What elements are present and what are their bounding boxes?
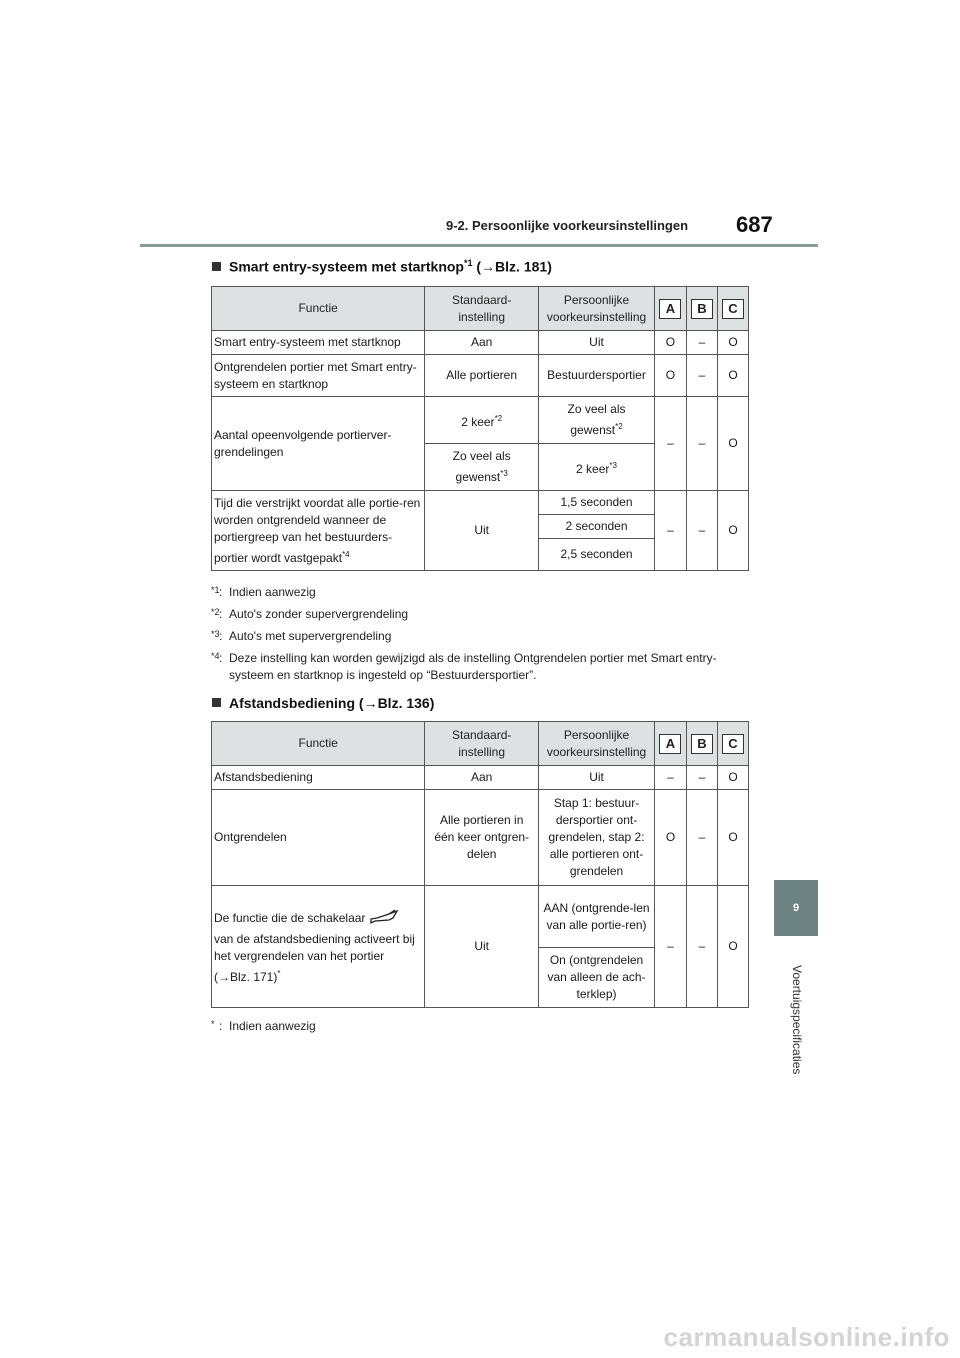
footnote-mark: *1	[211, 585, 220, 595]
letter-b-box: B	[691, 734, 713, 754]
letter-c-box: C	[722, 299, 744, 319]
heading-text: Afstandsbediening	[229, 695, 356, 711]
cell-c: O	[717, 355, 748, 397]
cell-a: –	[654, 491, 686, 571]
cell-a: O	[654, 355, 686, 397]
footnote: *1 : Indien aanwezig	[211, 584, 731, 601]
footnotes-section1	[211, 584, 731, 689]
footnote-mark: *	[277, 968, 281, 978]
cell-default: Alle portieren in één keer ontgren-delen	[425, 790, 539, 886]
cell-personal: Stap 1: bestuur-dersportier ont-grendelen, stap 2: alle portieren ont-grendelen	[539, 790, 655, 886]
column-header-b	[686, 722, 717, 766]
letter-b-box: B	[691, 299, 713, 319]
cell-default: Aan	[425, 766, 539, 790]
cell-b: –	[686, 766, 717, 790]
cell-personal: Uit	[539, 331, 655, 355]
column-header-default: Standaard- instelling	[425, 722, 539, 766]
letter-a-box: A	[659, 299, 681, 319]
header-divider	[140, 244, 818, 247]
table-row	[212, 886, 749, 948]
cell-function-text: De functie die de schakelaar	[214, 910, 366, 925]
cell-default: Uit	[425, 886, 539, 1008]
bullet-square-icon	[212, 262, 221, 271]
column-header-default: Standaard- instelling	[425, 287, 539, 331]
cell-personal: 2,5 seconden	[539, 539, 655, 571]
cell-c: O	[717, 331, 748, 355]
footnote-text: Indien aanwezig	[229, 585, 316, 599]
cell-personal: Uit	[539, 766, 655, 790]
cell-b: –	[686, 491, 717, 571]
column-header-personal: Persoonlijke voorkeursinstelling	[539, 722, 655, 766]
table-row	[212, 790, 749, 886]
footnote-mark: *4	[342, 549, 350, 559]
table-row	[212, 397, 749, 444]
cell-c: O	[717, 491, 748, 571]
cell-function	[212, 886, 425, 1008]
page-number: 687	[736, 212, 773, 237]
footnote-text: Auto's met supervergrendeling	[229, 629, 392, 643]
watermark: carmanualsonline.info	[663, 1322, 950, 1352]
footnote-mark: *3	[609, 460, 617, 470]
footnote: *2 : Auto's zonder supervergrendeling	[211, 606, 731, 623]
column-header-function: Functie	[212, 287, 425, 331]
column-header-c	[717, 287, 748, 331]
column-header-function: Functie	[212, 722, 425, 766]
cell-default-text: Zo veel als gewenst	[452, 449, 511, 484]
cell-default	[425, 397, 539, 444]
table-header-row	[212, 722, 749, 766]
chapter-label: Voertuigspecificaties	[790, 965, 804, 1075]
cell-default: Aan	[425, 331, 539, 355]
column-header-c	[717, 722, 748, 766]
footnote: *3 : Auto's met supervergrendeling	[211, 628, 731, 645]
cell-function: Aantal opeenvolgende portierver-grendelingen	[212, 397, 425, 491]
letter-c-box: C	[722, 734, 744, 754]
table-row	[212, 355, 749, 397]
footnote-mark: *	[211, 1019, 215, 1029]
cell-c: O	[717, 397, 748, 491]
smart-entry-settings-table	[211, 286, 749, 571]
cell-c: O	[717, 790, 748, 886]
table-row	[212, 766, 749, 790]
cell-c: O	[717, 886, 748, 1008]
heading-footnote-mark: *1	[463, 258, 473, 268]
cell-b: –	[686, 790, 717, 886]
cell-personal-text: Zo veel als gewenst	[567, 402, 626, 437]
section-heading-remote-control	[212, 695, 434, 711]
cell-default	[425, 444, 539, 491]
footnotes-section2	[211, 1018, 731, 1040]
footnote-mark: *2	[211, 607, 220, 617]
footnote-mark: *3	[211, 629, 220, 639]
cell-personal	[539, 397, 655, 444]
cell-personal: AAN (ontgrende-len van alle portie-ren)	[539, 886, 655, 948]
cell-a: O	[654, 331, 686, 355]
chapter-number: 9	[792, 902, 800, 914]
footnote-mark: *2	[615, 422, 623, 431]
footnote-mark: *4	[211, 651, 220, 661]
section-title: 9-2. Persoonlijke voorkeursinstellingen	[446, 218, 689, 233]
cell-personal: 1,5 seconden	[539, 491, 655, 515]
chapter-tab[interactable]	[774, 880, 818, 936]
cell-default: Uit	[425, 491, 539, 571]
cell-b: –	[686, 331, 717, 355]
car-tailgate-icon	[369, 908, 399, 931]
cell-function-text: van de afstandsbediening activeert bij het vergrendelen van het portier (→Blz. 171)	[214, 931, 415, 984]
cell-function: Ontgrendelen	[212, 790, 425, 886]
cell-a: –	[654, 397, 686, 491]
table-row	[212, 491, 749, 515]
column-header-a	[654, 287, 686, 331]
cell-personal-text: 2 keer	[576, 461, 610, 476]
letter-a-box: A	[659, 734, 681, 754]
column-header-b	[686, 287, 717, 331]
section-heading-smart-entry	[212, 258, 552, 275]
cell-b: –	[686, 886, 717, 1008]
heading-page-ref[interactable]: (→Blz. 181)	[472, 258, 552, 275]
column-header-a	[655, 722, 687, 766]
footnote-text: Deze instelling kan worden gewijzigd als de instelling Ontgrendelen portier met Smart entry-systeem en startknop is ingesteld op “Bestuurdersportier”.	[229, 651, 717, 682]
cell-b: –	[686, 397, 717, 491]
cell-personal: Bestuurdersportier	[539, 355, 655, 397]
column-header-personal: Persoonlijke voorkeursinstelling	[539, 287, 655, 331]
footnote: *4 : Deze instelling kan worden gewijzigd als de instelling Ontgrendelen portier met Smart entry-systeem en startknop is ingesteld op “Bestuurdersportier”.	[211, 650, 731, 684]
footnote-text: Indien aanwezig	[229, 1019, 316, 1033]
cell-function: Ontgrendelen portier met Smart entry-systeem en startknop	[212, 355, 425, 397]
heading-page-ref[interactable]: (→Blz. 136)	[355, 695, 435, 711]
cell-function: Afstandsbediening	[212, 766, 425, 790]
footnote-text: Auto's zonder supervergrendeling	[229, 607, 409, 621]
cell-personal: 2 seconden	[539, 515, 655, 539]
heading-text: Smart entry-systeem met startknop	[229, 258, 464, 275]
cell-a: –	[655, 766, 687, 790]
footnote-mark: *2	[494, 413, 503, 423]
cell-c: O	[717, 766, 748, 790]
cell-b: –	[686, 355, 717, 397]
cell-personal	[539, 444, 655, 491]
cell-function	[212, 491, 425, 571]
footnote: * : Indien aanwezig	[211, 1018, 731, 1035]
cell-default: Alle portieren	[425, 355, 539, 397]
table-row	[212, 331, 749, 355]
cell-default-text: 2 keer	[461, 414, 495, 429]
cell-a: O	[655, 790, 687, 886]
cell-personal: On (ontgrendelen van alleen de ach-terklep)	[539, 948, 655, 1008]
remote-control-settings-table	[211, 721, 749, 1008]
cell-a: –	[655, 886, 687, 1008]
table-header-row	[212, 287, 749, 331]
cell-function: Smart entry-systeem met startknop	[212, 331, 425, 355]
cell-function-text: Tijd die verstrijkt voordat alle portie-ren worden ontgrendeld wanneer de portiergreep van het bestuurders-portier wordt vastgepakt	[214, 495, 421, 565]
bullet-square-icon	[212, 698, 221, 707]
footnote-mark: *3	[500, 469, 508, 478]
